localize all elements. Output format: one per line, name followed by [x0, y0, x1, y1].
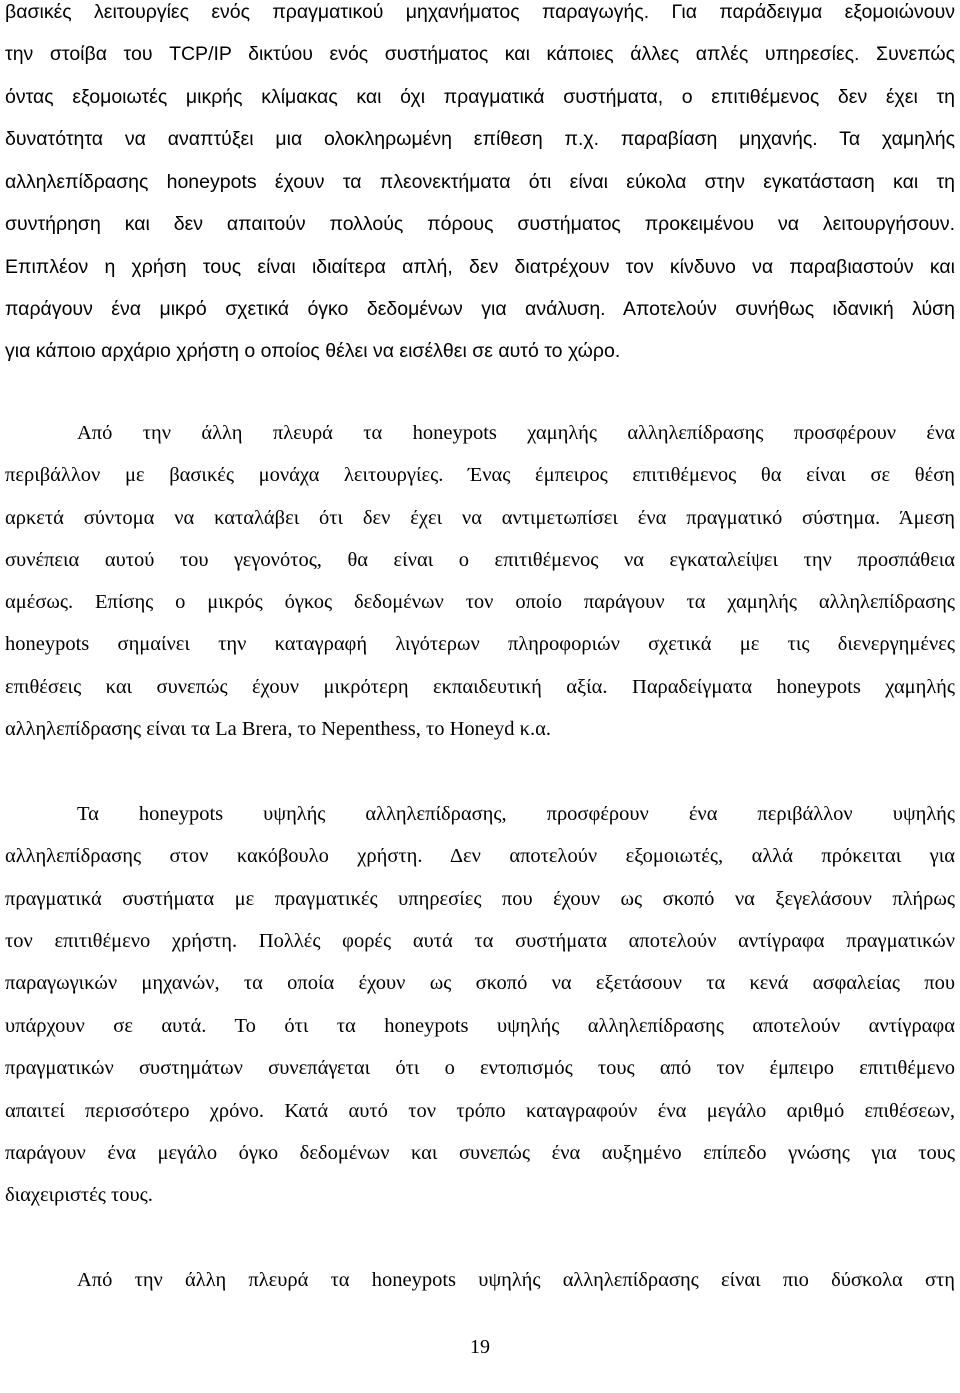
text-line: υπάρχουν σε αυτά. Το ότι τα honeypots υψηλής αλληλεπίδρασης αποτελούν αντίγραφα	[5, 1015, 955, 1037]
text-line: παράγουν ένα μεγάλο όγκο δεδομένων και συνεπώς ένα αυξημένο επίπεδο γνώσης για τους	[5, 1142, 955, 1164]
text-line: περιβάλλον με βασικές μονάχα λειτουργίες. Ένας έμπειρος επιτιθέμενος θα είναι σε θέση	[5, 464, 955, 486]
text-line: honeypots σημαίνει την καταγραφή λιγότερων πληροφοριών σχετικά με τις διενεργημένες	[5, 633, 955, 655]
text-line: αλληλεπίδρασης στον κακόβουλο χρήστη. Δεν αποτελούν εξομοιωτές, αλλά πρόκειται για	[5, 845, 955, 867]
text-line: αμέσως. Επίσης ο μικρός όγκος δεδομένων τον οποίο παράγουν τα χαμηλής αλληλεπίδρασης	[5, 591, 955, 613]
text-line: συντήρηση και δεν απαιτούν πολλούς πόρους συστήματος προκειμένου να λειτουργήσουν.	[5, 213, 955, 235]
text-line: συνέπεια αυτού του γεγονότος, θα είναι ο επιτιθέμενος να εγκαταλείψει την προσπάθεια	[5, 549, 955, 571]
text-line: αλληλεπίδρασης honeypots έχουν τα πλεονεκτήματα ότι είναι εύκολα στην εγκατάσταση και τη	[5, 171, 955, 193]
text-line: Από την άλλη πλευρά τα honeypots υψηλής αλληλεπίδρασης είναι πιο δύσκολα στη	[77, 1269, 955, 1291]
page-number: 19	[470, 1336, 490, 1358]
text-line: για κάποιο αρχάριο χρήστη ο οποίος θέλει να εισέλθει σε αυτό το χώρο.	[5, 340, 621, 362]
text-line: Από την άλλη πλευρά τα honeypots χαμηλής αλληλεπίδρασης προσφέρουν ένα	[77, 422, 955, 444]
text-line: πραγματικά συστήματα με πραγματικές υπηρεσίες που έχουν ως σκοπό να ξεγελάσουν πλήρως	[5, 888, 955, 910]
text-line: επιθέσεις και συνεπώς έχουν μικρότερη εκπαιδευτική αξία. Παραδείγματα honeypots χαμηλής	[5, 676, 955, 698]
text-line: δυνατότητα να αναπτύξει μια ολοκληρωμένη επίθεση π.χ. παραβίαση μηχανής. Τα χαμηλής	[5, 128, 955, 150]
text-line: παραγωγικών μηχανών, τα οποία έχουν ως σκοπό να εξετάσουν τα κενά ασφαλείας που	[5, 972, 955, 994]
text-line: Τα honeypots υψηλής αλληλεπίδρασης, προσφέρουν ένα περιβάλλον υψηλής	[77, 803, 955, 825]
text-line: πραγματικών συστημάτων συνεπάγεται ότι ο εντοπισμός τους από τον έμπειρο επιτιθέμενο	[5, 1057, 955, 1079]
text-line: απαιτεί περισσότερο χρόνο. Κατά αυτό τον τρόπο καταγραφούν ένα μεγάλο αριθμό επιθέσεων,	[5, 1100, 955, 1122]
text-line: διαχειριστές τους.	[5, 1184, 153, 1206]
text-line: τον επιτιθέμενο χρήστη. Πολλές φορές αυτά τα συστήματα αποτελούν αντίγραφα πραγματικών	[5, 930, 955, 952]
text-line: όντας εξομοιωτές μικρής κλίμακας και όχι πραγματικά συστήματα, ο επιτιθέμενος δεν έχει τη	[5, 86, 955, 108]
text-line: την στοίβα του TCP/IP δικτύου ενός συστήματος και κάποιες άλλες απλές υπηρεσίες. Συνεπώς	[5, 43, 955, 65]
text-line: βασικές λειτουργίες ενός πραγματικού μηχανήματος παραγωγής. Για παράδειγμα εξομοιώνουν	[5, 1, 955, 23]
text-line: αλληλεπίδρασης είναι τα La Brera, το Nepenthess, το Honeyd κ.α.	[5, 718, 551, 740]
text-line: Επιπλέον η χρήση τους είναι ιδιαίτερα απλή, δεν διατρέχουν τον κίνδυνο να παραβιαστούν και	[5, 256, 955, 278]
text-line: αρκετά σύντομα να καταλάβει ότι δεν έχει να αντιμετωπίσει ένα πραγματικό σύστημα. Άμεση	[5, 507, 955, 529]
text-line: παράγουν ένα μικρό σχετικά όγκο δεδομένων για ανάλυση. Αποτελούν συνήθως ιδανική λύση	[5, 298, 955, 320]
